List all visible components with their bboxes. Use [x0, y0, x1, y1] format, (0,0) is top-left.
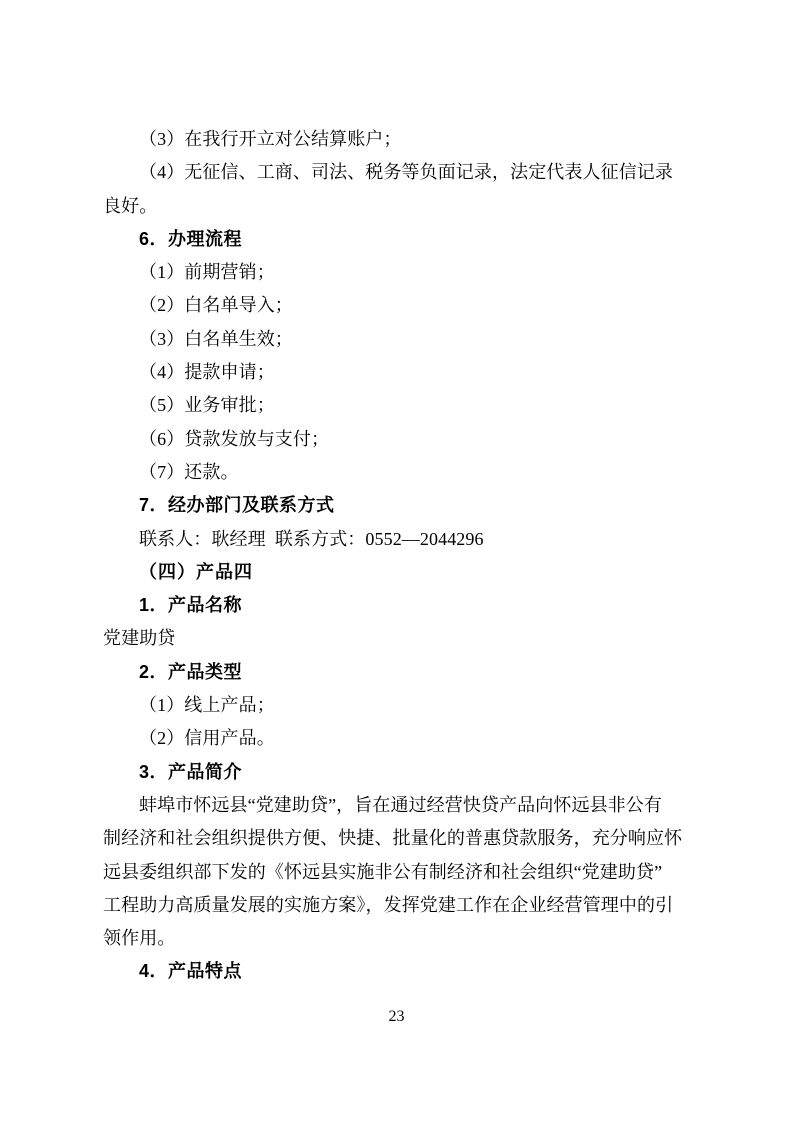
section-heading-product-intro: 3．产品简介	[139, 761, 243, 782]
section-heading-product-features: 4．产品特点	[139, 961, 243, 982]
paragraph-line: 领作用。	[103, 928, 176, 949]
document-body	[103, 123, 689, 989]
page-number: 23	[388, 1008, 405, 1025]
contact-info-line: 联系人：耿经理 联系方式：0552—2044296	[139, 528, 484, 549]
paragraph-line: 蚌埠市怀远县“党建助贷”，旨在通过经营快贷产品向怀远县非公有	[139, 794, 662, 815]
paragraph-line: （3）在我行开立对公结算账户；	[139, 129, 402, 149]
section-heading-product-name: 1．产品名称	[139, 595, 243, 616]
paragraph-line: 良好。	[103, 195, 158, 216]
list-item: （3）白名单生效；	[139, 328, 293, 349]
paragraph-line: （4）无征信、工商、司法、税务等负面记录，法定代表人征信记录	[139, 162, 673, 183]
subchapter-heading-product4: （四）产品四	[139, 561, 253, 582]
paragraph-line: 党建助贷	[103, 628, 176, 649]
list-item: （5）业务审批；	[139, 395, 275, 416]
section-heading-process: 6．办理流程	[139, 228, 243, 249]
list-item: （6）贷款发放与支付；	[139, 428, 330, 449]
paragraph-line: 工程助力高质量发展的实施方案》，发挥党建工作在企业经营管理中的引	[103, 894, 674, 915]
paragraph-line: 远县委组织部下发的《怀远县实施非公有制经济和社会组织“党建助贷”	[103, 861, 663, 882]
list-item: （7）还款。	[139, 461, 239, 482]
section-heading-contact: 7．经办部门及联系方式	[139, 495, 335, 516]
list-item: （2）信用产品。	[139, 728, 275, 749]
list-item: （1）线上产品；	[139, 695, 275, 716]
list-item: （2）白名单导入；	[139, 295, 293, 316]
list-item: （1）前期营销；	[139, 262, 275, 283]
paragraph-line: 制经济和社会组织提供方便、快捷、批量化的普惠贷款服务，充分响应怀	[103, 828, 683, 849]
list-item: （4）提款申请；	[139, 362, 275, 383]
section-heading-product-type: 2．产品类型	[139, 661, 243, 682]
